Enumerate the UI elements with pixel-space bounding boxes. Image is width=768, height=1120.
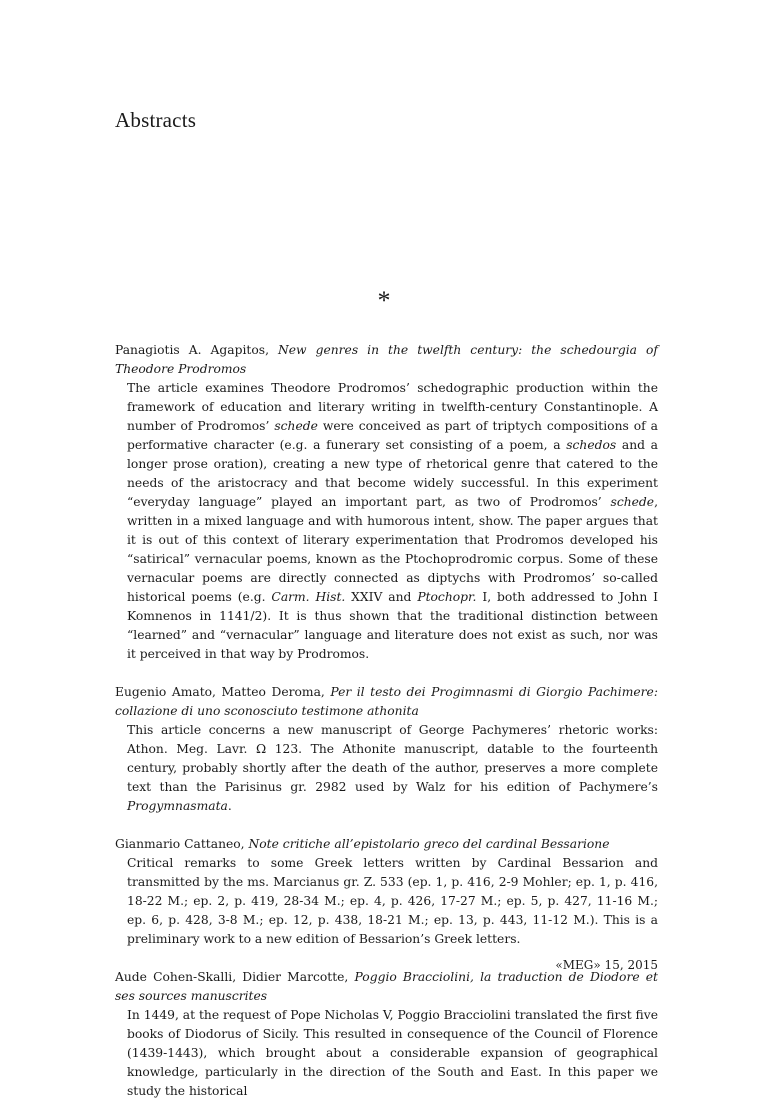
abstract-text-segment: schedos [566, 438, 617, 452]
abstract-text-segment: , written in a mixed language and with humorous intent, show. The paper argues that it is out of this context of literary experimentation that Prodromos developed his “satirical” vernacular poems, known as the Ptochoprodromic corpus. Some of these vernacular poems are directly connected as diptychs with Prodromos’ so-called historical poems (e.g. [127, 495, 658, 604]
abstract-text-segment: schede [610, 495, 655, 509]
abstract-heading [115, 341, 658, 379]
abstract-authors: Aude Cohen-Skalli, Didier Marcotte, [115, 970, 349, 984]
abstract-title: Per il testo dei Progimnasmi di Giorgio Pachimere: collazione di uno sconosciuto testimone athonita [115, 685, 658, 718]
abstract-text-segment: schede [274, 419, 318, 433]
abstract-text-segment: Ptochopr. [417, 590, 477, 604]
abstracts-list [115, 341, 658, 1120]
abstract-body [115, 721, 658, 816]
abstract-title: New genres in the twelfth century: the schedourgia of Theodore Prodromos [115, 343, 658, 376]
abstract-text-segment: In 1449, at the request of Pope Nicholas V, Poggio Bracciolini translated the first five books of Diodorus of Sicily. This resulted in consequence of the Council of Florence (1439-1443), which brought about a considerable expansion of geographical knowledge, particularly in the direction of the South and East. In this paper we study the historical [127, 1008, 658, 1098]
abstract-body [115, 854, 658, 949]
abstract-text-segment: Carm. Hist. [271, 590, 346, 604]
abstract-body [115, 379, 658, 664]
abstract-authors: Gianmario Cattaneo, [115, 837, 245, 851]
abstract-title: Note critiche all’epistolario greco del cardinal Bessarione [248, 837, 610, 851]
journal-footer: «MEG» 15, 2015 [555, 958, 658, 972]
abstract-text-segment: Critical remarks to some Greek letters written by Cardinal Bessarion and transmitted by the ms. Marcianus gr. Z. 533 (ep. 1, p. 416, 2-9 Mohler; ep. 1, p. 416, 18-22 M.; ep. 2, p. 419, 28-34 M.; ep. 4, p. 426, 17-27 M.; ep. 5, p. 427, 11-16 M.; ep. 6, p. 428, 3-8 M.; ep. 12, p. 438, 18-21 M.; ep. 13, p. 443, 11-12 M.). This is a preliminary work to a new edition of Bessarion’s Greek letters. [127, 856, 658, 946]
abstract-authors: Eugenio Amato, Matteo Deroma, [115, 685, 325, 699]
abstract-text-segment: I, both addressed to John I Komnenos in 1141/2). It is thus shown that the traditional distinction between “learned” and “vernacular” language and literature does not exist as such, nor was it perceived in that way by Prodromos. [127, 590, 659, 661]
abstract-entry [115, 341, 658, 664]
abstract-text-segment: and a longer prose oration), creating a new type of rhetorical genre that catered to the needs of the aristocracy and that become widely successful. In this experiment “everyday language” played an important part, as two of Prodromos’ [127, 438, 658, 509]
abstract-text-segment: . [227, 799, 232, 813]
abstract-heading [115, 835, 658, 854]
abstract-body [115, 1006, 658, 1101]
abstract-text-segment: This article concerns a new manuscript of George Pachymeres’ rhetoric works: Athon. Meg. Lavr. Ω 123. The Athonite manuscript, datable to the fourteenth century, probably shortly after the death of the author, preserves a more complete text than the Parisinus gr. 2982 used by Walz for his edition of Pachymere’s [127, 723, 658, 794]
abstract-heading [115, 683, 658, 721]
page-title: Abstracts [115, 108, 197, 132]
abstract-entry [115, 835, 658, 949]
abstract-title: Poggio Bracciolini, la traduction de Diodore et ses sources manuscrites [115, 970, 658, 1003]
abstract-text-segment: The article examines Theodore Prodromos’ schedographic production within the framework of education and literary writing in twelfth-century Constantinople. A number of Prodromos’ [127, 381, 658, 433]
abstract-entry [115, 683, 658, 816]
abstract-entry [115, 968, 658, 1101]
abstract-authors: Panagiotis A. Agapitos, [115, 343, 269, 357]
abstract-heading [115, 968, 658, 1006]
abstract-text-segment: Progymnasmata [127, 799, 228, 813]
section-separator: * [377, 286, 391, 315]
abstract-text-segment: were conceived as part of triptych compositions of a performative character (e.g. a funerary set consisting of a poem, a [127, 419, 658, 452]
abstract-text-segment: XXIV and [345, 590, 418, 604]
